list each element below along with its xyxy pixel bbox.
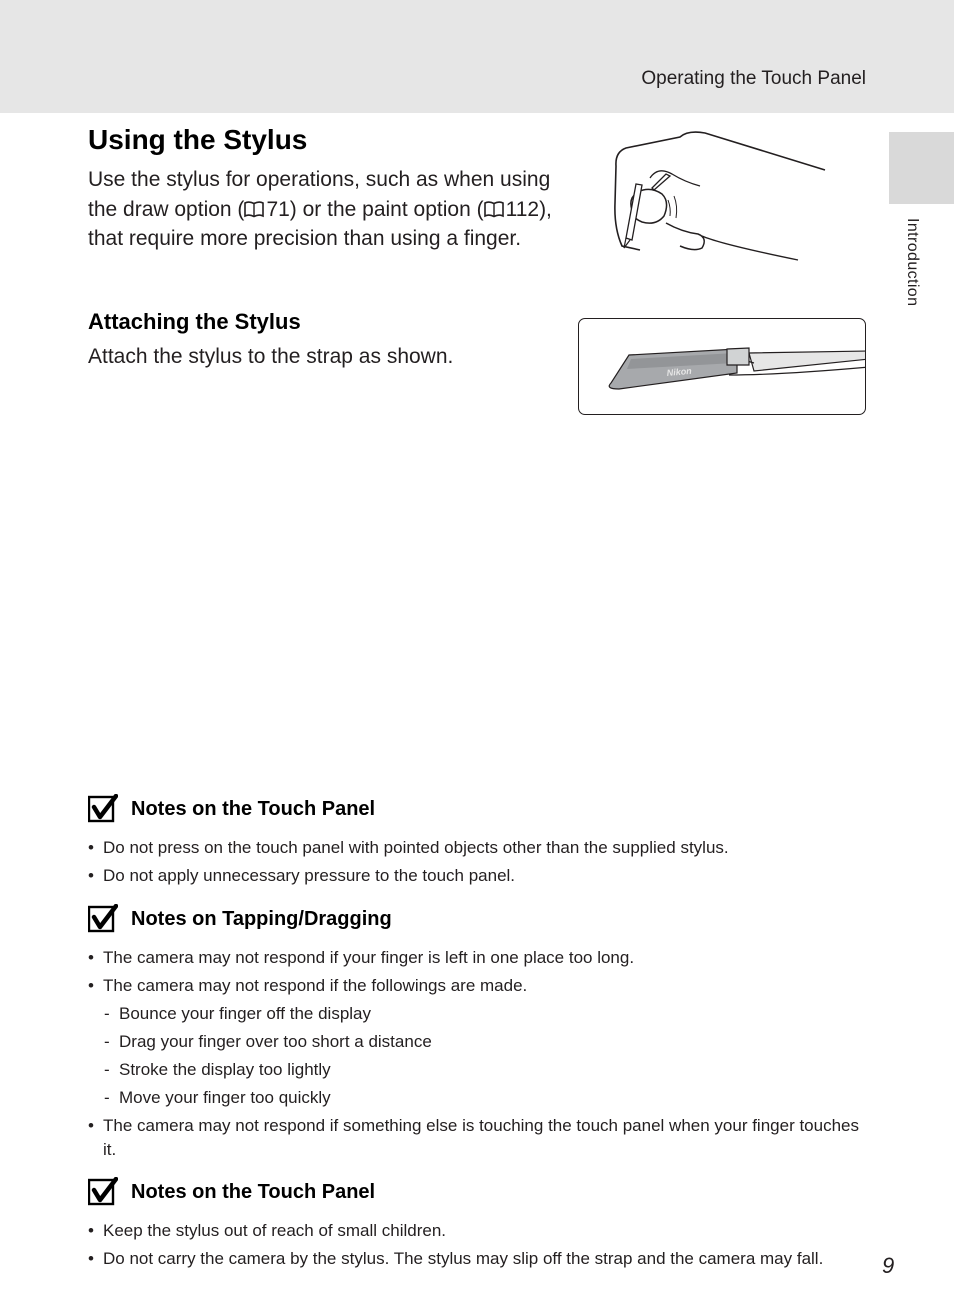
sub-list-item: - Move your finger too quickly — [104, 1088, 331, 1107]
book-reference-icon — [484, 201, 504, 218]
note-bullet-list — [88, 1219, 868, 1271]
intro-paragraph — [88, 165, 556, 254]
sub-item-list — [88, 1002, 868, 1110]
check-note-icon — [88, 1177, 118, 1207]
note-touch-panel — [88, 793, 868, 892]
attaching-instruction: Attach the stylus to the strap as shown. — [88, 345, 454, 368]
sub-list-item: - Stroke the display too lightly — [104, 1060, 331, 1079]
intro-text: ), that require more precision than using a finger. — [88, 197, 552, 250]
note-tapping-dragging — [88, 903, 868, 1166]
note-bullet-list — [88, 836, 868, 888]
list-item: • The camera may not respond if your finger is left in one place too long. — [88, 948, 635, 967]
section-tab — [889, 132, 954, 204]
list-item: • Keep the stylus out of reach of small children. — [88, 1221, 447, 1240]
list-item: • The camera may not respond if something else is touching the touch panel when your finger touches it. — [88, 1116, 859, 1159]
intro-text: Use the stylus for operations, such as when using the draw option ( — [88, 168, 551, 221]
book-reference-icon — [244, 201, 264, 218]
list-item: • Do not press on the touch panel with pointed objects other than the supplied stylus. — [88, 838, 729, 857]
list-item: • The camera may not respond if the followings are made. — [88, 976, 528, 995]
list-item: • Do not apply unnecessary pressure to the touch panel. — [88, 866, 516, 885]
list-item: • Do not carry the camera by the stylus. The stylus may slip off the strap and the camera may fall. — [88, 1249, 824, 1268]
page-reference[interactable]: 112 — [505, 197, 540, 221]
note-title: Notes on the Touch Panel — [131, 1180, 376, 1203]
note-title: Notes on Tapping/Dragging — [131, 907, 392, 930]
stylus-strap-illustration — [578, 318, 866, 415]
note-bullet-list — [88, 946, 868, 998]
section-title: Operating the Touch Panel — [641, 68, 866, 89]
check-note-icon — [88, 904, 118, 934]
check-note-icon — [88, 794, 118, 824]
sub-list-item: - Drag your finger over too short a distance — [104, 1032, 432, 1051]
header-bar — [0, 0, 954, 113]
intro-text: ) or the paint option ( — [289, 197, 484, 221]
stylus-drawing — [579, 319, 866, 415]
note-bullet-list — [88, 1114, 868, 1162]
sub-list-item: - Bounce your finger off the display — [104, 1004, 372, 1023]
page-reference[interactable]: 71 — [266, 197, 290, 221]
attaching-heading: Attaching the Stylus — [88, 309, 301, 334]
hand-holding-stylus-illustration — [610, 128, 830, 264]
stylus-brand-text: Nikon — [666, 365, 693, 378]
page-title: Using the Stylus — [88, 124, 308, 155]
note-title: Notes on the Touch Panel — [131, 797, 376, 820]
note-stylus-safety — [88, 1176, 868, 1275]
section-tab-label: Introduction — [904, 218, 921, 307]
page-number: 9 — [882, 1253, 895, 1278]
